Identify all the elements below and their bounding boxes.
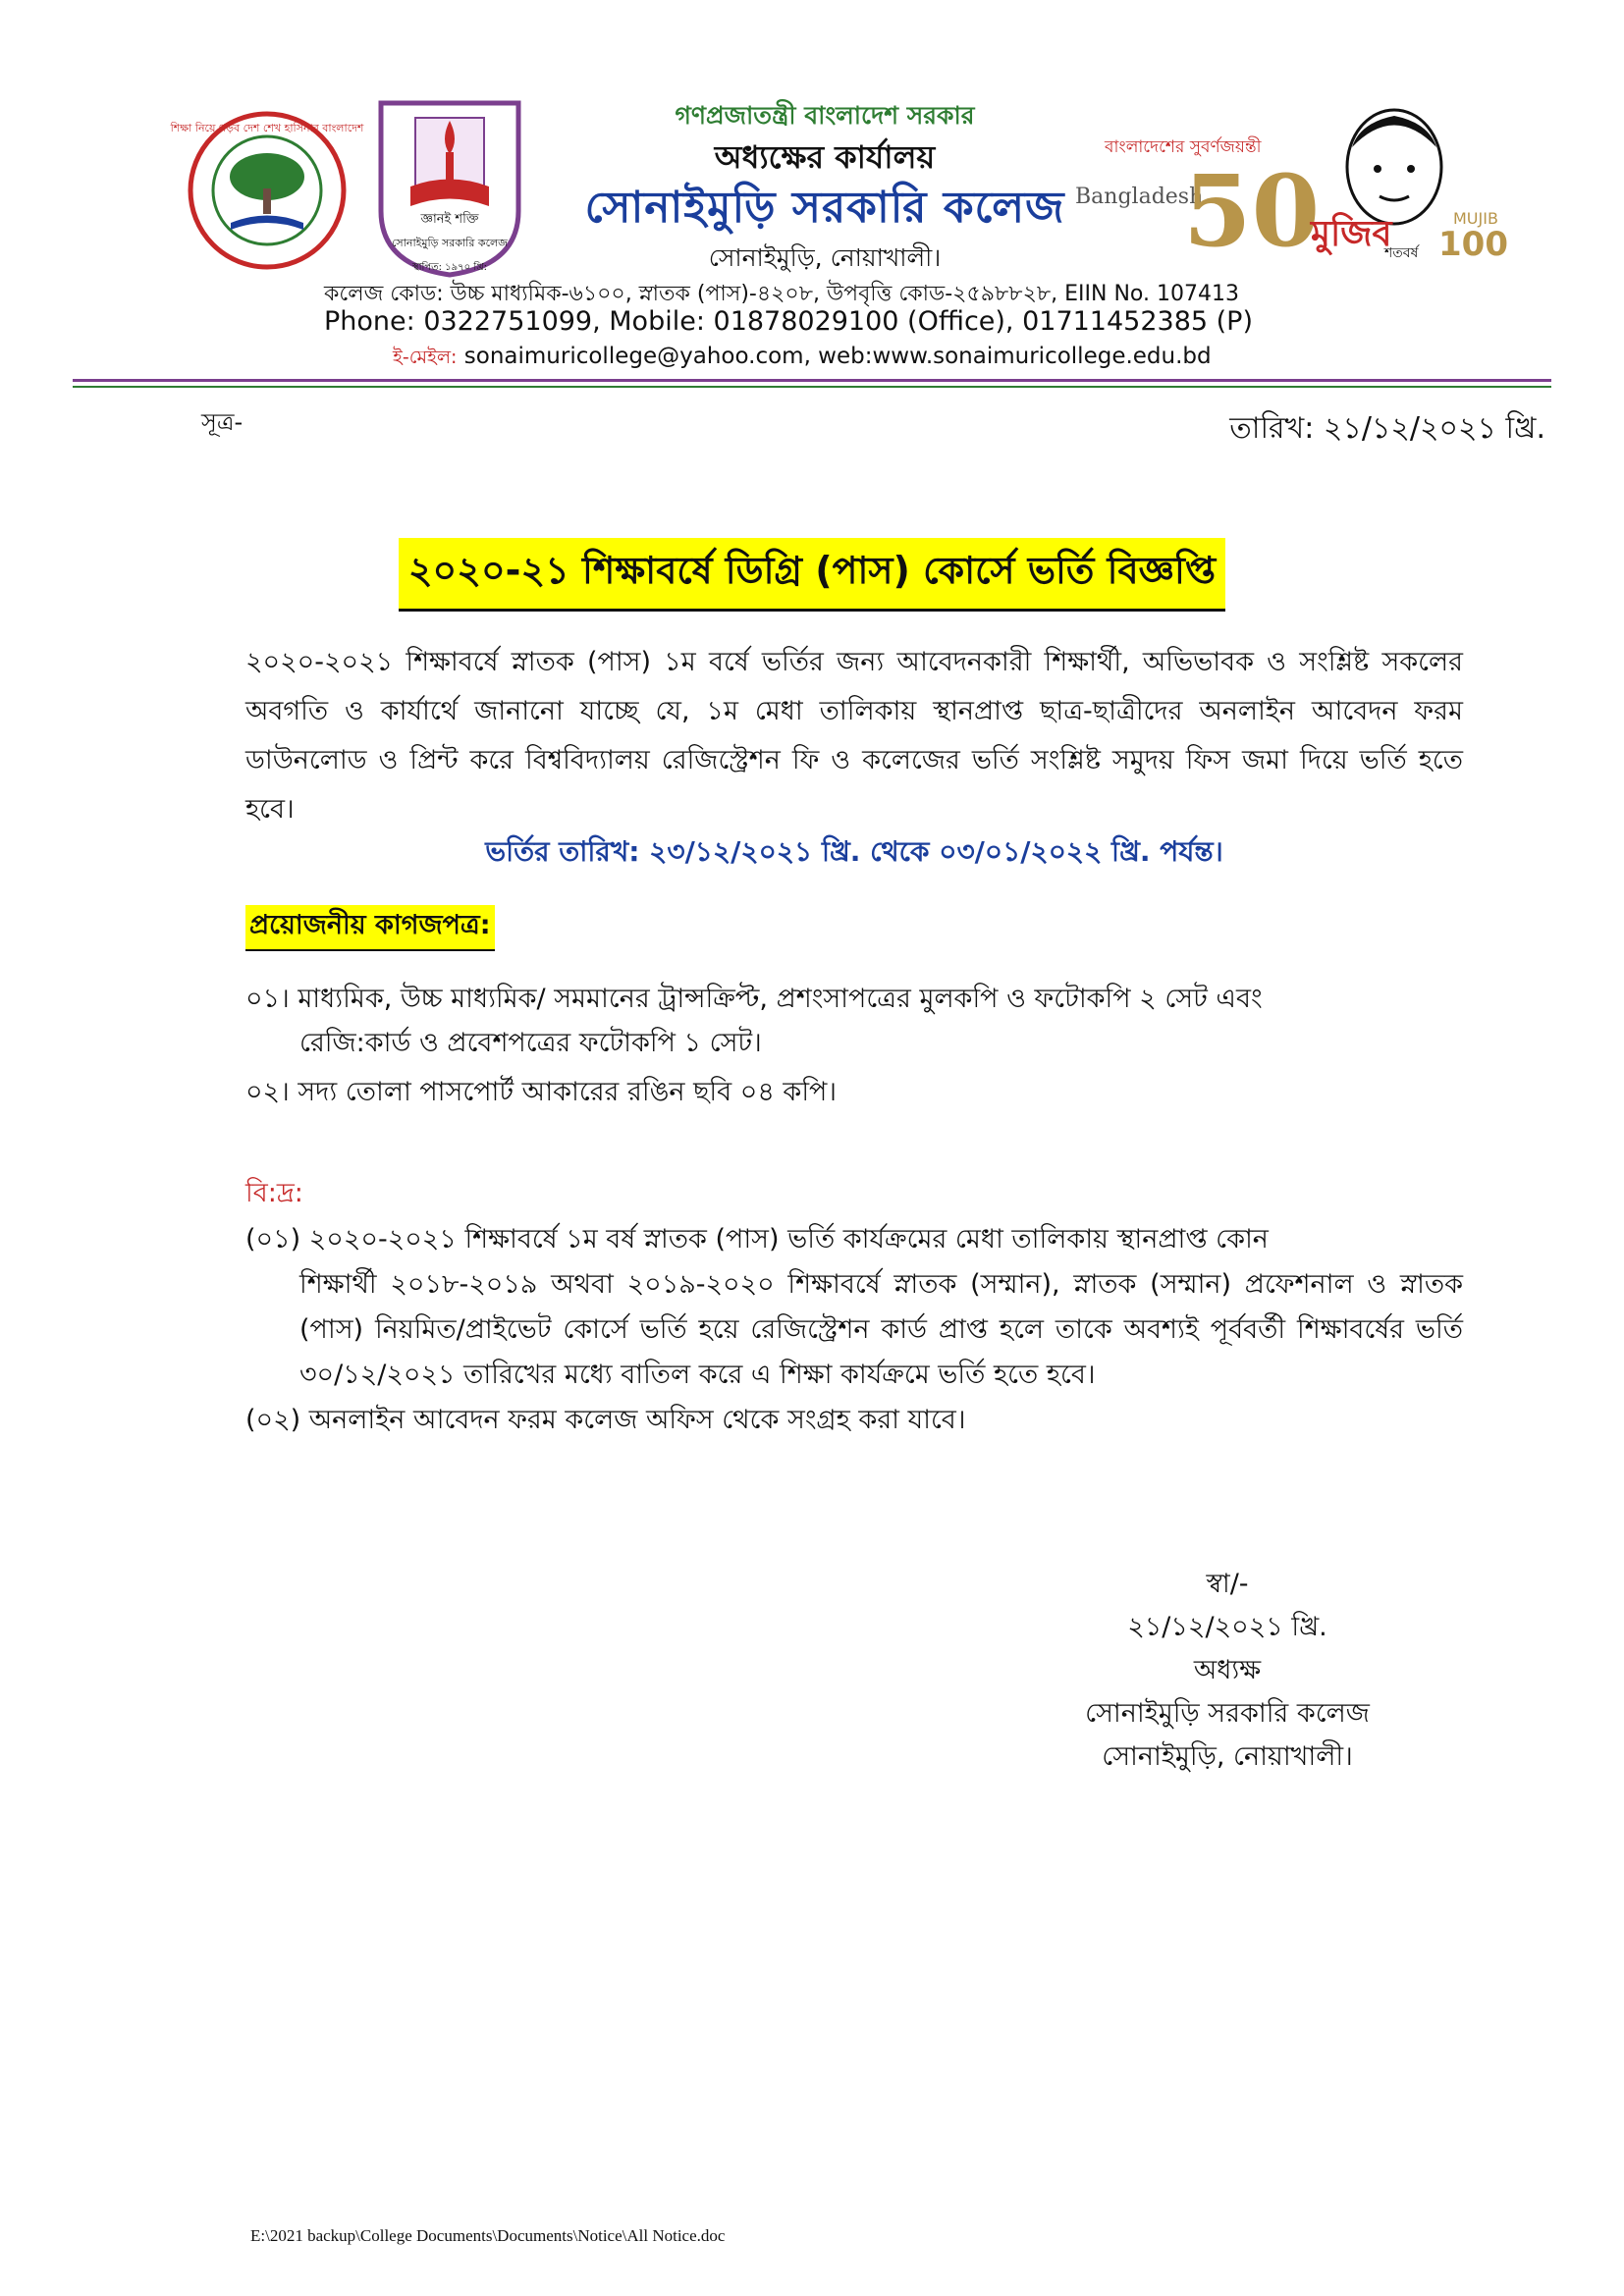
mujib-logo-number: 100 <box>1438 225 1508 264</box>
note-item-1-rest: শিক্ষার্থী ২০১৮-২০১৯ অথবা ২০১৯-২০২০ শিক্ষাবর্ষে স্নাতক (সম্মান), স্নাতক (সম্মান) প্রফেশনাল ও স্নাতক (পাস) নিয়মিত/প্রাইভেট কোর্সে ভর্তি হয়ে রেজিস্ট্রেশন কার্ড প্রাপ্ত হলে তাকে অবশ্যই পূর্ববর্তী শিক্ষাবর্ষের ভর্তি ৩০/১২/২০২১ তারিখের মধ্যে বাতিল করে এ শিক্ষা কার্যক্রমে ভর্তি হতে হবে। <box>299 1269 1463 1390</box>
email-web-value: sonaimuricollege@yahoo.com, web:www.sonaimuricollege.edu.bd <box>463 344 1212 369</box>
government-emblem-logo <box>170 110 364 272</box>
header-divider-green <box>73 386 1551 388</box>
principal-office-title: অধ্যক্ষের কার্যালয় <box>714 138 936 176</box>
signature-block <box>1021 1563 1434 1779</box>
signature-date: ২১/১২/২০২১ খ্রি. <box>1127 1612 1327 1642</box>
email-label: ই-মেইল: <box>393 347 458 368</box>
logo-left-text: শিক্ষা নিয়ে গড়ব দেশ শেখ হাসিনার বাংলাদেশ <box>170 122 364 134</box>
jubilee-logo-number: 50 <box>1183 153 1321 269</box>
mujib-logo-bn: মুজিব <box>1311 214 1392 254</box>
signature-designation: অধ্যক্ষ <box>1193 1655 1262 1685</box>
college-logo-motto: জ্ঞানই শক্তি <box>420 212 479 227</box>
required-documents-heading: প্রয়োজনীয় কাগজপত্র: <box>245 905 495 951</box>
mujib-logo-sub: শতবর্ষ <box>1384 245 1419 261</box>
signature-mark: স্বা/- <box>1206 1569 1249 1599</box>
note-item-2: (০২) অনলাইন আবেদন ফরম কলেজ অফিস থেকে সংগ্রহ করা যাবে। <box>245 1405 966 1435</box>
notice-paragraph: ২০২০-২০২১ শিক্ষাবর্ষে স্নাতক (পাস) ১ম বর্ষে ভর্তির জন্য আবেদনকারী শিক্ষার্থী, অভিভাবক ও সংশ্লিষ্ট সকলের অবগতি ও কার্যার্থে জানানো যাচ্ছে যে, ১ম মেধা তালিকায় স্থানপ্রাপ্ত ছাত্র-ছাত্রীদের অনলাইন আবেদন ফরম ডাউনলোড ও প্রিন্ট করে বিশ্ববিদ্যালয় রেজিস্ট্রেশন ফি ও কলেজের ভর্তি সংশ্লিষ্ট সমুদয় ফিস জমা দিয়ে ভর্তি হতে হবে। <box>245 647 1463 825</box>
signature-college: সোনাইমুড়ি সরকারি কলেজ <box>1085 1698 1370 1729</box>
notice-title-wrap <box>0 538 1624 612</box>
government-name: গণপ্রজাতন্ত্রী বাংলাদেশ সরকার <box>675 101 975 130</box>
note-item-1-first-line: (০১) ২০২০-২০২১ শিক্ষাবর্ষে ১ম বর্ষ স্নাতক (পাস) ভর্তি কার্যক্রমের মেধা তালিকায় স্থানপ্রাপ্ত কোন <box>245 1224 1269 1255</box>
college-logo <box>361 93 538 280</box>
file-path-footer: E:\2021 backup\College Documents\Documents\Notice\All Notice.doc <box>250 2226 726 2245</box>
note-heading: বি:দ্র: <box>245 1178 303 1208</box>
jubilee-logo-title: বাংলাদেশের সুবর্ণজয়ন্তী <box>1105 137 1262 157</box>
mujib-centenary-logo <box>1291 98 1522 265</box>
admission-date: ভর্তির তারিখ: ২৩/১২/২০২১ খ্রি. থেকে ০৩/০১/২০২২ খ্রি. পর্যন্ত। <box>485 835 1223 868</box>
document-item-1: ০১। মাধ্যমিক, উচ্চ মাধ্যমিক/ সমমানের ট্রান্সক্রিপ্ট, প্রশংসাপত্রের মুলকপি ও ফটোকপি ২ সেট এবং <box>245 984 1263 1014</box>
document-item-2: ০২। সদ্য তোলা পাসপোর্ট আকারের রঙিন ছবি ০৪ কপি। <box>245 1077 838 1107</box>
college-logo-established: স্থাপিত: ১৯৭০ খ্রি: <box>411 262 488 273</box>
reference-label: সূত্র- <box>201 408 244 436</box>
college-location: সোনাইমুড়ি, নোয়াখালী। <box>708 243 942 272</box>
notice-date: তারিখ: ২১/১২/২০২১ খ্রি. <box>1229 411 1545 446</box>
college-codes: কলেজ কোড: উচ্চ মাধ্যমিক-৬১০০, স্নাতক (পাস)-৪২০৮, উপবৃত্তি কোড-২৫৯৮৮২৮, EIIN No. 107413 <box>324 282 1239 306</box>
signature-location: সোনাইমুড়ি, নোয়াখালী। <box>1102 1741 1353 1772</box>
header-divider-purple <box>73 379 1551 382</box>
note-item-1 <box>245 1217 1463 1398</box>
document-item-1-continued: রেজি:কার্ড ও প্রবেশপত্রের ফটোকপি ১ সেট। <box>299 1028 762 1058</box>
college-name: সোনাইমুড়ি সরকারি কলেজ <box>584 183 1065 233</box>
college-contact-line <box>393 344 1276 375</box>
jubilee-logo-word: Bangladesh <box>1075 185 1204 209</box>
notice-title: ২০২০-২১ শিক্ষাবর্ষে ডিগ্রি (পাস) কোর্সে ভর্তি বিজ্ঞপ্তি <box>399 538 1225 612</box>
golden-jubilee-logo <box>1065 123 1321 280</box>
college-logo-ring: সোনাইমুড়ি সরকারি কলেজ <box>391 237 509 249</box>
college-phone: Phone: 0322751099, Mobile: 01878029100 (Office), 01711452385 (P) <box>324 306 1253 337</box>
mujib-logo-en: MUJIB <box>1453 209 1498 228</box>
